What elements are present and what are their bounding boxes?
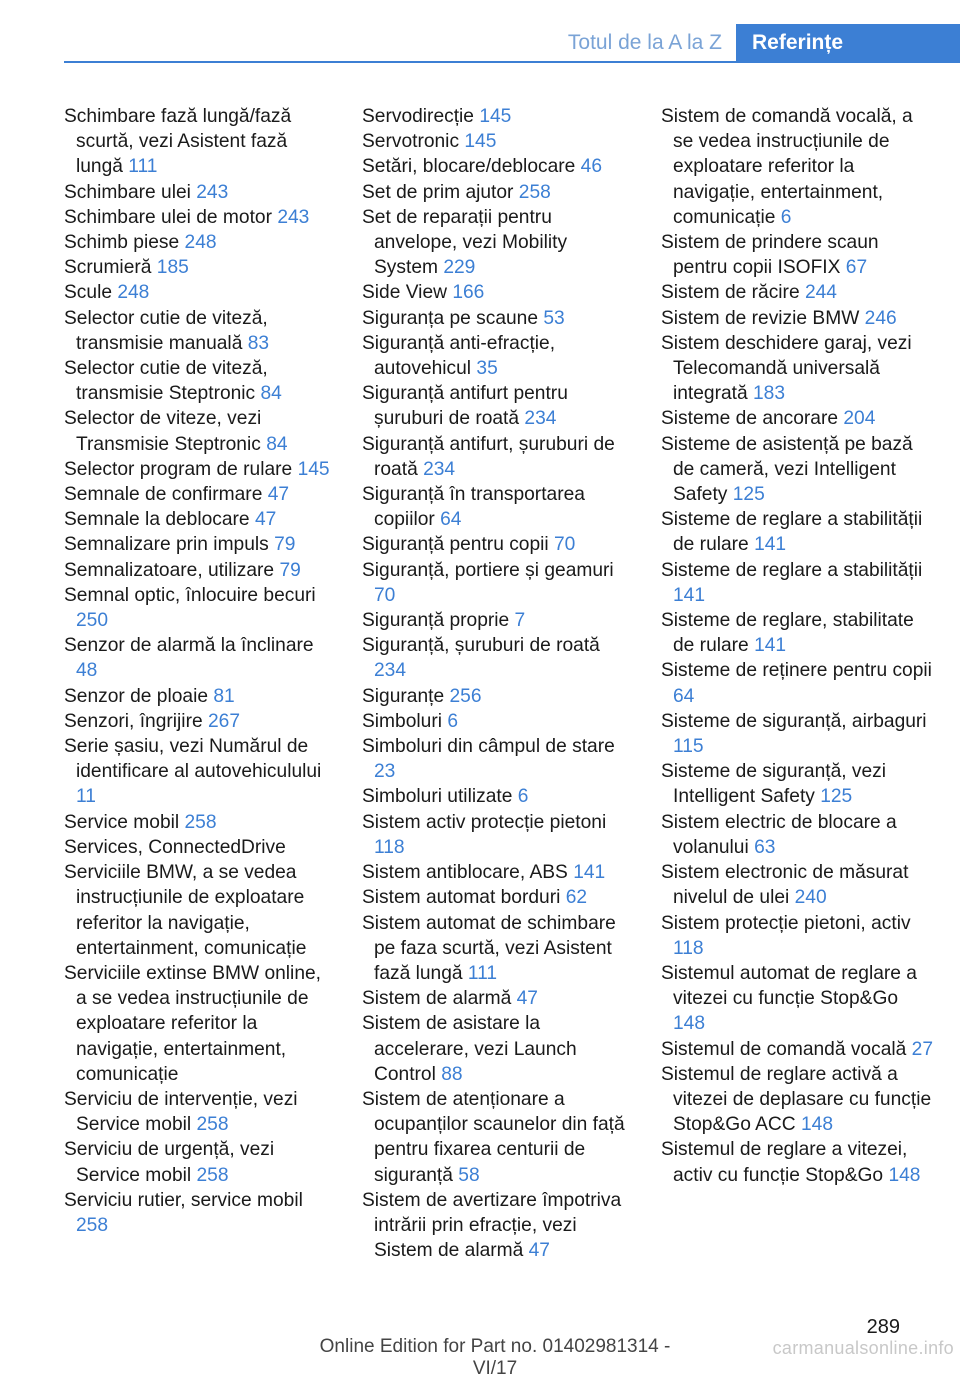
page-link[interactable]: 111 [467,962,498,984]
page-link[interactable]: 234 [374,660,407,682]
index-entry [64,1137,336,1187]
entry-term: Sistem de atenționare a ocupanților scaunelor din față pentru fixarea centurii de siguranță [362,1088,625,1186]
entry-term: Sistem de asistare la accelerare, vezi Launch Control [362,1013,577,1085]
page-link[interactable]: 47 [254,509,277,531]
index-entry [64,406,336,456]
index-entry [64,684,336,709]
index-entry [64,633,336,683]
index-entry [362,709,634,734]
entry-term: Selector program de rulare [64,458,293,480]
index-entry [64,280,336,305]
index-entry [64,1188,336,1238]
index-entry [362,633,634,683]
page-link[interactable]: 258 [196,1164,229,1186]
page-link[interactable]: 148 [801,1114,834,1136]
page-link[interactable]: 6 [517,786,529,808]
index-entry [661,1062,933,1138]
index-entry [64,205,336,230]
page-link[interactable]: 250 [76,610,109,632]
index-entry [64,356,336,406]
entry-term: Schimbare ulei [64,181,191,203]
page-link[interactable]: 27 [911,1038,933,1060]
entry-term: Sistem de răcire [661,282,800,304]
page-link[interactable]: 125 [820,786,853,808]
entry-term: Side View [362,282,447,304]
page-link[interactable]: 62 [565,887,588,909]
index-entry [362,1188,634,1264]
index-entry [64,860,336,961]
entry-term: Simboluri utilizate [362,786,513,808]
entry-term: Senzor de ploaie [64,685,209,707]
index-entry [661,331,933,407]
index-entry [64,532,336,557]
entry-term: Serie șasiu, vezi Numărul de identificare al autovehiculului [64,736,322,783]
page-link[interactable]: 258 [518,181,551,203]
index-entry [362,104,634,129]
page-link[interactable]: 11 [76,786,96,808]
index-entry [64,306,336,356]
index-entry [661,507,933,557]
entry-term: Siguranță proprie [362,610,510,632]
index-entry [661,432,933,508]
page-link[interactable]: 58 [458,1164,480,1186]
index-entry [661,810,933,860]
entry-term: Setări, blocare/deblocare [362,156,576,178]
page-link[interactable]: 145 [479,106,512,127]
entry-term: Sistem de alarmă [362,988,512,1010]
page-link[interactable]: 258 [196,1114,229,1136]
entry-term: Serviciile extinse BMW online, a se vedea instrucțiunile de exploatare referitor la navigație, entertainment, comunicație [64,962,321,1085]
index-entry [64,482,336,507]
index-entry [661,658,933,708]
entry-term: Serviciu de intervenție, vezi Service mobil [64,1088,298,1136]
entry-term: Sisteme de siguranță, vezi Intelligent Safety [661,761,887,808]
index-entry [362,885,634,910]
page-link[interactable]: 141 [673,584,706,606]
index-entry [661,709,933,759]
entry-term: Siguranță, portiere și geamuri [362,559,614,581]
entry-term: Scrumieră [64,257,152,279]
index-entry [362,432,634,482]
page-link[interactable]: 141 [573,862,606,884]
section-title: Totul de la A la Z [567,31,722,54]
page-link[interactable]: 248 [184,232,217,254]
page-link[interactable]: 267 [207,710,240,732]
page-link[interactable]: 88 [441,1063,463,1085]
index-entry [64,255,336,280]
index-entry [661,558,933,608]
entry-term: Sistem activ protecție pietoni [362,811,607,833]
entry-term: Sisteme de reținere pentru copii [661,660,932,682]
entry-term: Servotronic [362,131,460,153]
entry-term: Siguranță pentru copii [362,534,549,556]
entry-term: Sisteme de reglare a stabilității de rulare [661,509,923,556]
entry-term: Siguranță anti-efracție, autovehicul [362,332,556,380]
page-link[interactable]: 47 [528,1240,550,1262]
entry-term: Schimbare ulei de motor [64,206,272,228]
page-link[interactable]: 70 [554,534,576,556]
index-entry [362,1011,634,1087]
index-entry [362,205,634,281]
page-link[interactable]: 84 [260,383,282,405]
page-link[interactable]: 63 [754,836,776,858]
entry-term: Siguranță, șuruburi de roată [362,635,600,657]
index-entry [64,180,336,205]
page-link[interactable]: 243 [196,181,229,203]
index-entry [362,684,634,709]
index-entry [661,1137,933,1187]
entry-term: Sisteme de reglare, stabilitate de rulare [661,610,914,657]
page-link[interactable]: 240 [794,887,827,909]
entry-term: Sistem electronic de măsurat nivelul de ulei [661,862,909,909]
page-link[interactable]: 6 [780,206,792,228]
index-entry [362,280,634,305]
page-link[interactable]: 204 [843,408,876,430]
index-entry [661,860,933,910]
entry-term: Set de prim ajutor [362,181,514,203]
page-number: 289 [866,1316,900,1338]
header-rule [64,61,960,63]
index-entry [64,583,336,633]
page-link[interactable]: 47 [516,988,538,1010]
entry-term: Sistemul de comandă vocală [661,1038,907,1060]
entry-term: Sisteme de asistență pe bază de cameră, vezi Intelligent Safety [661,433,913,506]
page-link[interactable]: 148 [888,1164,921,1186]
index-entry [362,810,634,860]
entry-term: Senzori, îngrijire [64,710,203,732]
entry-term: Schimb piese [64,232,180,254]
watermark: carmanualsonline.info [772,1338,954,1358]
page-link[interactable]: 7 [514,610,526,632]
index-entry [362,734,634,784]
entry-term: Sistemul de reglare a vitezei, activ cu funcție Stop&Go [661,1139,908,1186]
index-entry [362,558,634,608]
entry-term: Sistem de avertizare împotriva intrării prin efracție, vezi Sistem de alarmă [362,1189,622,1262]
page-link[interactable]: 248 [117,282,150,304]
index-entry [661,759,933,809]
entry-term: Semnalizatoare, utilizare [64,559,275,581]
page-link[interactable]: 145 [464,131,497,153]
index-entry [362,1087,634,1188]
page-link[interactable]: 243 [277,206,310,228]
entry-term: Scule [64,282,112,304]
entry-term: Senzor de alarmă la înclinare [64,635,314,657]
entry-term: Sistem antiblocare, ABS [362,862,568,884]
page-link[interactable]: 47 [267,484,290,506]
entry-term: Sistem deschidere garaj, vezi Telecomandă universală integrată [661,332,912,405]
index-entry [64,558,336,583]
page-link[interactable]: 145 [297,458,330,480]
entry-term: Semnal optic, înlocuire becuri [64,584,316,606]
entry-term: Sistem de comandă vocală, a se vedea instrucțiunile de exploatare referitor la navigație, entertainment, comunicație [661,106,913,228]
index-entry [64,1087,336,1137]
index-entry [362,784,634,809]
index-entry [64,104,336,180]
index-entry [362,482,634,532]
entry-term: Siguranță în transportarea copiilor [362,484,585,531]
index-entry [362,331,634,381]
index-entry [661,961,933,1037]
page-link[interactable]: 246 [864,307,897,329]
page-link[interactable]: 48 [76,660,98,682]
entry-term: Selector cutie de viteză, transmisie Steptronic [64,358,268,405]
index-entry [362,180,634,205]
index-entry [661,1037,933,1062]
entry-term: Sistem automat borduri [362,887,561,909]
entry-term: Serviciile BMW, a se vedea instrucțiunile de exploatare referitor la navigație, entertainment, comunicație [64,862,307,959]
page-link[interactable]: 79 [274,534,296,556]
page-link[interactable]: 35 [476,358,498,380]
page-link[interactable]: 141 [754,635,787,657]
entry-term: Schimbare fază lungă/fază scurtă, vezi Asistent fază lungă [64,106,292,178]
index-entry [362,381,634,431]
page-link[interactable]: 183 [753,383,786,405]
page-link[interactable]: 258 [184,811,217,833]
page-link[interactable]: 229 [443,257,476,279]
entry-term: Services, ConnectedDrive [64,836,286,858]
index-entry [64,507,336,532]
page-link[interactable]: 53 [543,307,565,329]
entry-term: Serviciu rutier, service mobil [64,1189,303,1211]
entry-term: Sistemul de reglare activă a vitezei de deplasare cu funcție Stop&Go ACC [661,1063,932,1136]
entry-term: Servodirecție [362,106,474,127]
page-link[interactable]: 118 [374,836,405,858]
page-link[interactable]: 244 [804,282,837,304]
page-link[interactable]: 83 [247,332,270,354]
index-column-3 [661,104,933,1188]
index-entry [64,734,336,810]
entry-term: Simboluri din câmpul de stare [362,736,615,758]
entry-term: Selector de viteze, vezi Transmisie Steptronic [64,408,262,455]
chapter-tab: Referințe [736,24,960,62]
index-entry [64,230,336,255]
index-entry [661,911,933,961]
page-link[interactable]: 64 [673,685,695,707]
footer-edition: Online Edition for Part no. 01402981314 - VI/17 [319,1336,671,1379]
entry-term: Sisteme de reglare a stabilității [661,559,923,581]
page-link[interactable]: 64 [440,509,462,531]
entry-term: Sistem de revizie BMW [661,307,860,329]
entry-term: Siguranțe [362,685,445,707]
page-link[interactable]: 118 [673,937,704,959]
index-entry [362,129,634,154]
entry-term: Siguranță antifurt pentru șuruburi de roată [362,383,568,430]
page-link[interactable]: 23 [374,761,396,783]
index-column-2 [362,104,634,1263]
page-link[interactable]: 141 [754,534,787,556]
page-link[interactable]: 258 [76,1214,109,1236]
page-link[interactable]: 81 [213,685,235,707]
page-link[interactable]: 67 [845,257,868,279]
entry-term: Semnalizare prin impuls [64,534,269,556]
entry-term: Sistem protecție pietoni, activ [661,912,911,934]
page-link[interactable]: 84 [266,433,288,455]
entry-term: Simboluri [362,710,442,732]
entry-term: Service mobil [64,811,180,833]
page-link[interactable]: 111 [128,156,158,178]
entry-term: Siguranța pe scaune [362,307,539,329]
index-entry [661,280,933,305]
page-link[interactable]: 234 [423,458,456,480]
index-entry [362,986,634,1011]
page-link[interactable]: 166 [452,282,485,304]
index-entry [64,709,336,734]
page-link[interactable]: 234 [524,408,557,430]
page-link[interactable]: 185 [156,257,189,279]
entry-term: Sisteme de ancorare [661,408,839,430]
index-entry [661,406,933,431]
index-column-1 [64,104,336,1238]
entry-term: Serviciu de urgență, vezi Service mobil [64,1139,275,1186]
index-entry [661,230,933,280]
page-link[interactable]: 79 [279,559,301,581]
page-link[interactable]: 6 [447,710,458,732]
page-link[interactable]: 148 [673,1013,706,1035]
entry-term: Siguranță antifurt, șuruburi de roată [362,433,615,480]
entry-term: Sisteme de siguranță, airbaguri [661,710,927,732]
entry-term: Set de reparații pentru anvelope, vezi Mobility System [362,206,568,279]
entry-term: Semnale la deblocare [64,509,250,531]
entry-term: Sistemul automat de reglare a vitezei cu funcție Stop&Go [661,962,917,1010]
page-link[interactable]: 115 [673,736,704,758]
index-entry [362,860,634,885]
index-entry [64,835,336,860]
index-entry [64,457,336,482]
index-entry [362,532,634,557]
index-entry [661,306,933,331]
entry-term: Sistem automat de schimbare pe faza scurtă, vezi Asistent fază lungă [362,912,616,984]
page-link[interactable]: 256 [449,685,482,707]
entry-term: Sistem de prindere scaun pentru copii ISOFIX [661,232,879,279]
index-entry [362,154,634,179]
entry-term: Sistem electric de blocare a volanului [661,811,897,858]
index-entry [64,810,336,835]
index-entry [362,911,634,987]
index-entry [362,306,634,331]
index-entry [661,104,933,230]
page-link[interactable]: 46 [580,156,603,178]
page-link[interactable]: 70 [374,584,396,606]
index-entry [64,961,336,1087]
entry-term: Semnale de confirmare [64,484,263,506]
entry-term: Selector cutie de viteză, transmisie manuală [64,307,268,354]
index-entry [362,608,634,633]
index-entry [661,608,933,658]
page-link[interactable]: 125 [732,484,765,506]
page-header [0,0,960,62]
